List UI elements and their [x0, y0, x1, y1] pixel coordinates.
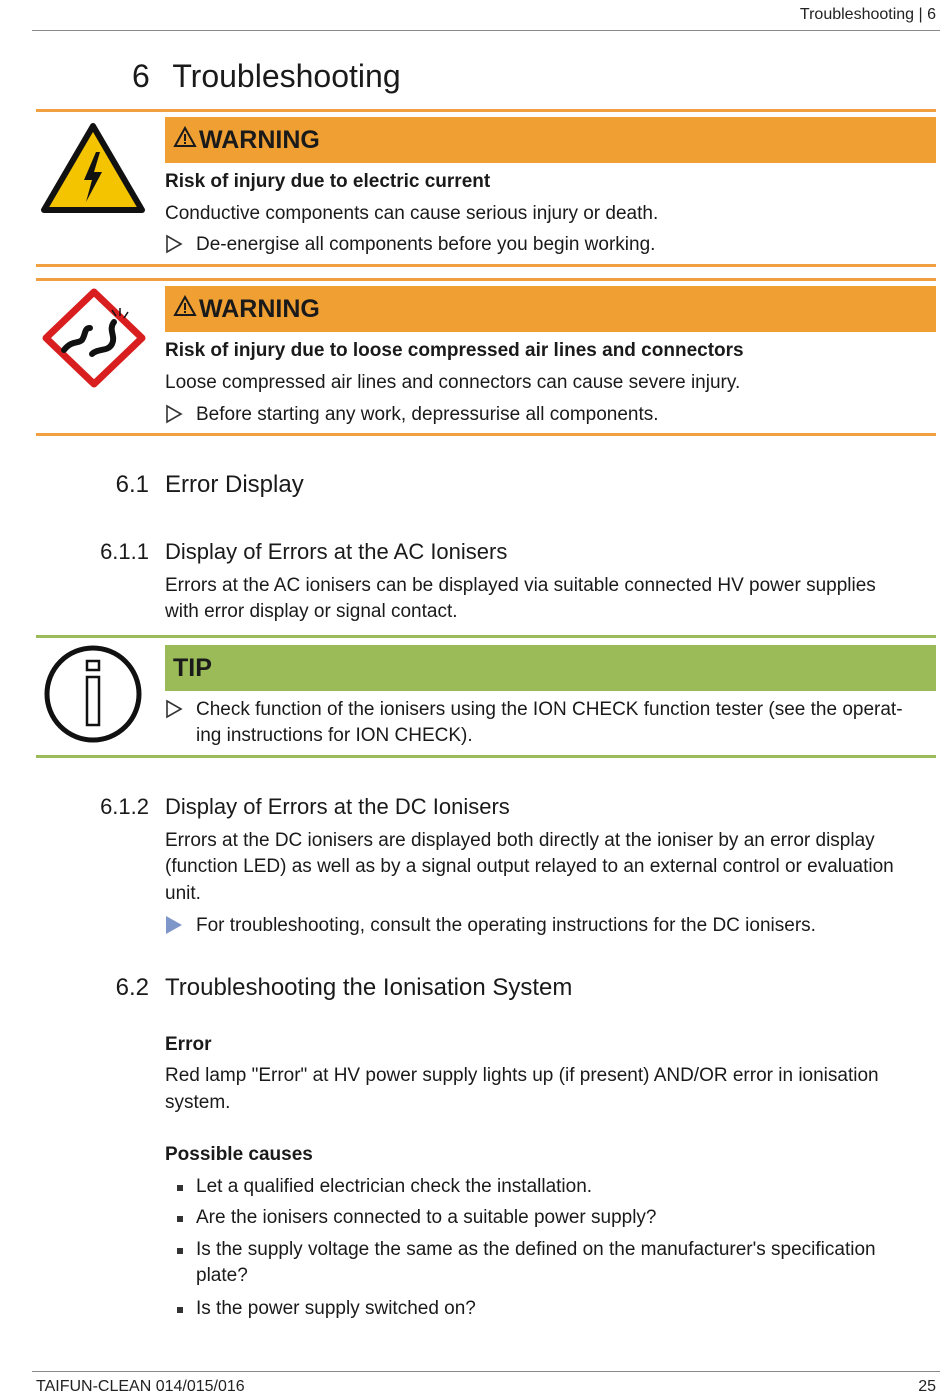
list-item: [165, 1296, 934, 1322]
chapter-title-text: Troubleshooting: [172, 58, 401, 94]
header-rule: [32, 30, 940, 31]
list-item: [165, 1205, 934, 1231]
section-number: 6.1.2: [100, 794, 149, 819]
section-number: 6.1.1: [100, 539, 149, 564]
section-number: 6.1: [115, 471, 149, 498]
warning-2-step-text: Before starting any work, depressurise all components.: [196, 404, 659, 425]
list-item: [165, 1237, 934, 1289]
tip-bottom-rule: [36, 755, 936, 758]
footer-rule: [32, 1371, 940, 1372]
section-6-2-heading: [115, 974, 934, 1001]
warning-1-step-text: De-energise all components before you begin working.: [196, 234, 656, 255]
bullet-square-icon: [177, 1185, 183, 1191]
chapter-title: [132, 58, 401, 95]
section-title: Error Display: [165, 471, 304, 498]
footer-product: TAIFUN-CLEAN 014/015/016: [36, 1378, 245, 1395]
section-6-1-2-heading: [100, 794, 934, 820]
tip-step: [165, 697, 934, 749]
error-line-2: system.: [165, 1092, 231, 1113]
section-6-1-heading: [115, 471, 934, 498]
warning-2-text: Loose compressed air lines and connectors can cause severe injury.: [165, 372, 741, 393]
section-title: Troubleshooting the Ionisation System: [165, 974, 573, 1001]
warning-triangle-icon: [173, 295, 197, 324]
step-arrow-icon: [165, 232, 183, 262]
section-6-1-2-line-1: Errors at the DC ionisers are displayed both directly at the ioniser by an error display: [165, 830, 875, 851]
bullet-square-icon: [177, 1216, 183, 1222]
section-title: Display of Errors at the AC Ionisers: [165, 539, 508, 564]
warning-2-label: WARNING: [199, 294, 320, 323]
tip-banner: [165, 645, 936, 691]
warning-2-heading: Risk of injury due to loose compressed air lines and connectors: [165, 340, 744, 361]
warning-2-banner: [165, 286, 936, 332]
tip-top-rule: [36, 635, 936, 638]
running-header: Troubleshooting | 6: [799, 6, 936, 23]
warning-2-bottom-rule: [36, 433, 936, 436]
list-item-text: Are the ionisers connected to a suitable power supply?: [196, 1207, 657, 1228]
info-icon: [42, 643, 144, 745]
list-item-text: Let a qualified electrician check the installation.: [196, 1176, 593, 1197]
warning-1-text: Conductive components can cause serious injury or death.: [165, 203, 659, 224]
list-item-text: Is the power supply switched on?: [196, 1298, 476, 1319]
page-number: 25: [918, 1378, 936, 1395]
causes-label: Possible causes: [165, 1144, 313, 1165]
section-title: Display of Errors at the DC Ionisers: [165, 794, 510, 819]
tip-step-line-1: Check function of the ionisers using the ION CHECK function tester (see the operat-: [196, 699, 903, 720]
warning-1-bottom-rule: [36, 264, 936, 267]
step-arrow-filled-icon: [165, 913, 183, 943]
section-6-1-2-line-2: (function LED) as well as by a signal output relayed to an external control or evaluation: [165, 856, 894, 877]
warning-1-heading: Risk of injury due to electric current: [165, 171, 491, 192]
list-item: [165, 1174, 934, 1200]
tip-label: TIP: [173, 653, 212, 682]
step-arrow-icon: [165, 402, 183, 432]
error-label: Error: [165, 1034, 212, 1055]
tip-step-line-2: ing instructions for ION CHECK).: [196, 725, 473, 746]
list-item-text: Is the supply voltage the same as the defined on the manufacturer's specification: [196, 1239, 876, 1260]
chapter-number: 6: [132, 58, 150, 94]
warning-1-label: WARNING: [199, 125, 320, 154]
error-line-1: Red lamp "Error" at HV power supply lights up (if present) AND/OR error in ionisation: [165, 1065, 879, 1086]
section-6-1-2-step-text: For troubleshooting, consult the operating instructions for the DC ionisers.: [196, 915, 816, 936]
section-6-1-2-step: [165, 913, 934, 939]
bullet-square-icon: [177, 1248, 183, 1254]
bullet-square-icon: [177, 1307, 183, 1313]
warning-triangle-icon: [173, 126, 197, 155]
warning-1-top-rule: [36, 109, 936, 112]
loose-hose-hazard-icon: [42, 288, 146, 388]
section-6-1-1-line-2: with error display or signal contact.: [165, 601, 458, 622]
step-arrow-icon: [165, 697, 183, 727]
warning-1-step: [165, 232, 934, 258]
electric-hazard-icon: [40, 122, 146, 214]
warning-2-step: [165, 402, 934, 428]
warning-2-top-rule: [36, 278, 936, 281]
section-number: 6.2: [115, 974, 149, 1001]
section-6-1-2-line-3: unit.: [165, 883, 201, 904]
list-item-text-continued: plate?: [196, 1265, 248, 1286]
section-6-1-1-line-1: Errors at the AC ionisers can be displayed via suitable connected HV power supplies: [165, 575, 876, 596]
warning-1-banner: [165, 117, 936, 163]
section-6-1-1-heading: [100, 539, 934, 565]
